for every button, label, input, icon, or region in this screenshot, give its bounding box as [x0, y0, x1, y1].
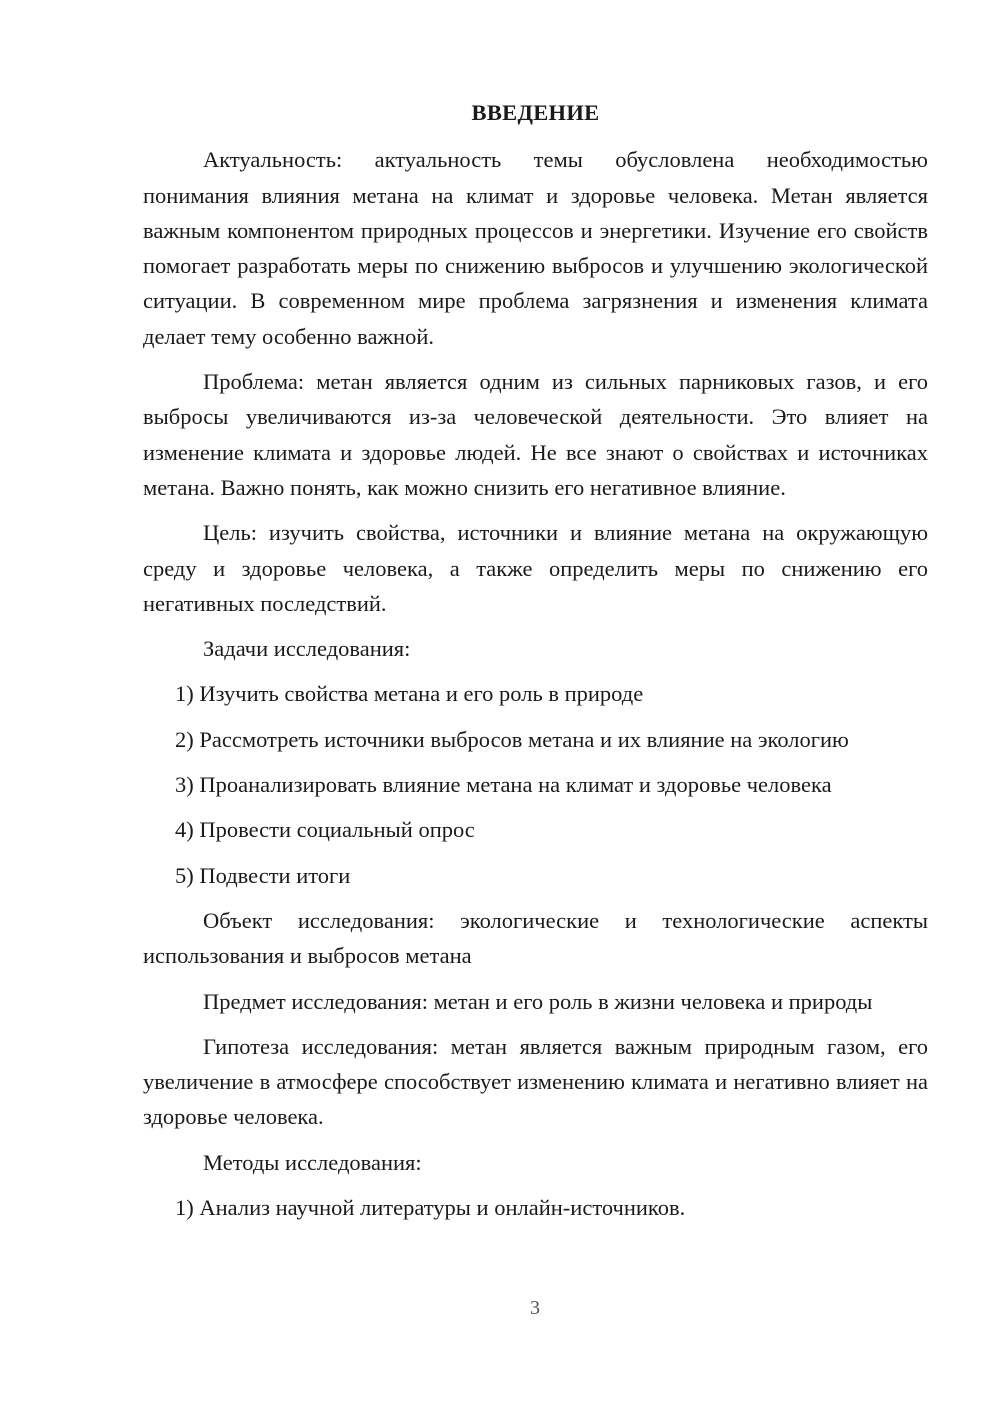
paragraph-problem: Проблема: метан является одним из сильных парниковых газов, и его выбросы увеличиваются из-за человеческой деятельности. Это влияет на изменение климата и здоровье людей. Не все знают о свойствах и источниках метана. Важно понять, как можно снизить его негативное влияние.	[143, 369, 928, 500]
tasks-list	[143, 676, 928, 892]
list-item: 4) Провести социальный опрос	[175, 817, 475, 843]
methods-list	[143, 1190, 928, 1225]
page-number: 3	[530, 1297, 540, 1319]
section-heading: ВВЕДЕНИЕ	[471, 100, 600, 125]
list-item: 2) Рассмотреть источники выбросов метана и их влияние на экологию	[175, 726, 849, 752]
page-content	[143, 95, 928, 1235]
paragraph-subject: Предмет исследования: метан и его роль в жизни человека и природы	[203, 988, 873, 1014]
paragraph-relevance: Актуальность: актуальность темы обусловлена необходимостью понимания влияния метана на климат и здоровье человека. Метан является важным компонентом природных процессов и энергетики. Изучение его свойств помогает разработать меры по снижению выбросов и улучшению экологической ситуации. В современном мире проблема загрязнения и изменения климата делает тему особенно важной.	[143, 147, 928, 349]
list-item: 5) Подвести итоги	[175, 862, 351, 888]
paragraph-hypothesis: Гипотеза исследования: метан является важным природным газом, его увеличение в атмосфере способствует изменению климата и негативно влияет на здоровье человека.	[143, 1033, 928, 1130]
tasks-heading: Задачи исследования:	[203, 636, 411, 662]
methods-heading: Методы исследования:	[203, 1149, 422, 1175]
list-item: 1) Анализ научной литературы и онлайн-источников.	[175, 1195, 686, 1221]
paragraph-goal: Цель: изучить свойства, источники и влияние метана на окружающую среду и здоровье человека, а также определить меры по снижению его негативных последствий.	[143, 520, 928, 616]
list-item: 3) Проанализировать влияние метана на климат и здоровье человека	[175, 772, 832, 798]
paragraph-object: Объект исследования: экологические и технологические аспекты использования и выбросов метана	[143, 907, 928, 969]
list-item: 1) Изучить свойства метана и его роль в природе	[175, 681, 644, 707]
